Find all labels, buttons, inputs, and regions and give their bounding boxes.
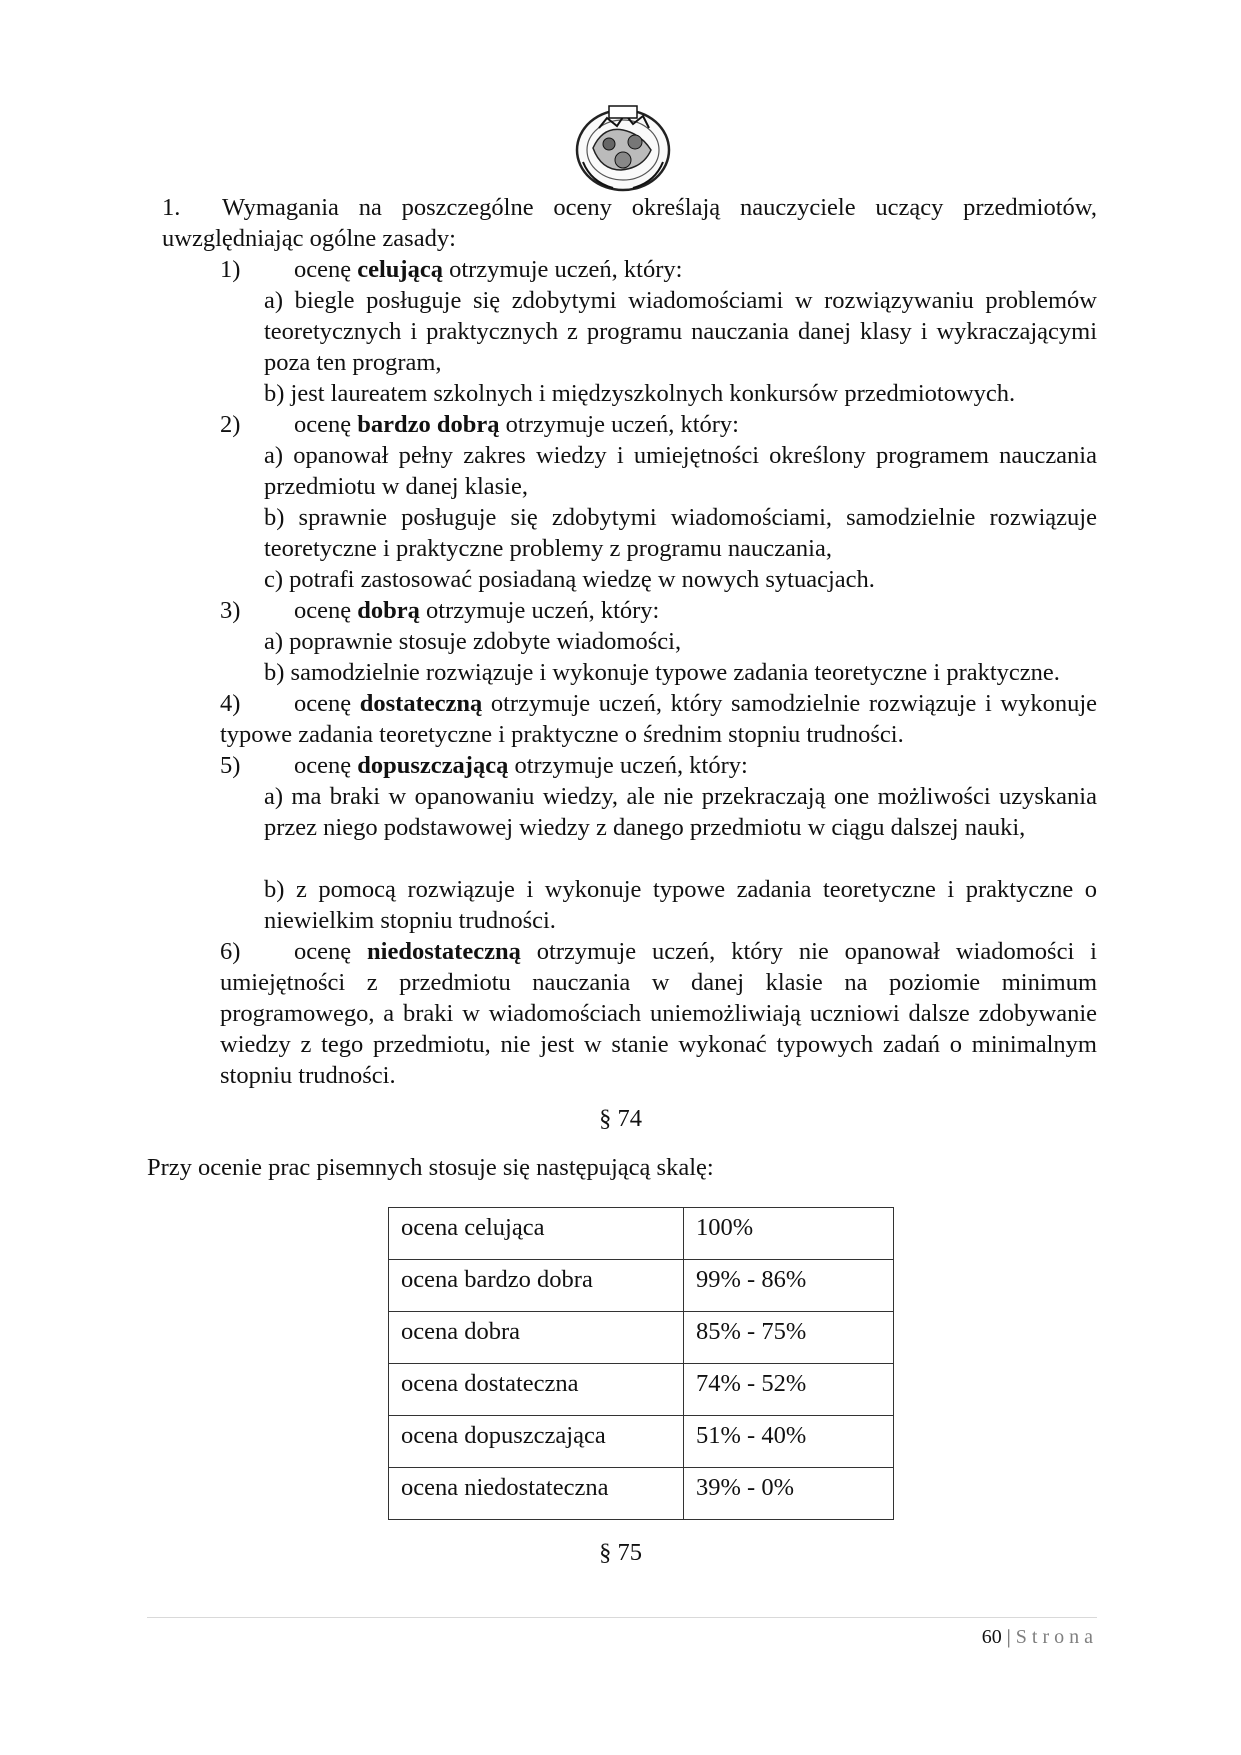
grading-scale-body xyxy=(389,1208,894,1520)
grade-3-post: otrzymuje uczeń, który: xyxy=(419,597,660,624)
grade-2-item-c: c) potrafi zastosować posiadaną wiedzę w nowych sytuacjach. xyxy=(264,566,875,593)
percent-range-cell: 100% xyxy=(684,1208,894,1260)
grade-4-pre: ocenę xyxy=(294,690,360,717)
intro-text-content: Wymagania na poszczególne oceny określają nauczyciele uczący przedmiotów, uwzględniając ogólne zasady: xyxy=(162,194,1097,252)
grade-5-post: otrzymuje uczeń, który: xyxy=(508,752,748,779)
grade-2-bold: bardzo dobrą xyxy=(357,411,500,438)
grade-6-text xyxy=(220,936,1097,1091)
grade-3-item-b: b) samodzielnie rozwiązuje i wykonuje typowe zadania teoretyczne i praktyczne. xyxy=(264,659,1060,686)
grade-2-item-b: b) sprawnie posługuje się zdobytymi wiadomościami, samodzielnie rozwiązuje teoretyczne i praktyczne problemy z programu nauczania, xyxy=(264,504,1097,562)
grade-3-number: 3) xyxy=(220,597,241,624)
grade-2-post: otrzymuje uczeń, który: xyxy=(499,411,739,438)
grade-3-bold: dobrą xyxy=(357,597,420,624)
grade-name-cell: ocena dopuszczająca xyxy=(389,1416,684,1468)
grade-6-post: otrzymuje uczeń, który nie opanował wiadomości i umiejętności z przedmiotu nauczania w danej klasie na poziomie minimum programowego, a braki w wiadomościach uniemożliwiają uczniowi dalsze zdobywanie wiedzy z tego przedmiotu, nie jest w stanie wykonać typowych zadań o minimalnym stopniu trudności. xyxy=(220,938,1097,1089)
grade-3-heading xyxy=(294,595,659,626)
grade-name-cell: ocena celująca xyxy=(389,1208,684,1260)
grade-4-text xyxy=(220,688,1097,750)
grade-name-cell: ocena bardzo dobra xyxy=(389,1260,684,1312)
table-row xyxy=(389,1260,894,1312)
grade-5-number: 5) xyxy=(220,752,241,779)
grade-name-cell: ocena dobra xyxy=(389,1312,684,1364)
section-75-heading: § 75 xyxy=(599,1539,642,1566)
grading-scale-table xyxy=(388,1207,894,1520)
grade-4-post: otrzymuje uczeń, który samodzielnie rozwiązuje i wykonuje typowe zadania teoretyczne i praktyczne o średnim stopniu trudności. xyxy=(220,690,1097,748)
table-row xyxy=(389,1468,894,1520)
section-74-heading: § 74 xyxy=(599,1105,642,1132)
footer-separator: | xyxy=(1006,1626,1011,1648)
grade-name-cell: ocena dostateczna xyxy=(389,1364,684,1416)
table-row xyxy=(389,1208,894,1260)
grade-3-item-a: a) poprawnie stosuje zdobyte wiadomości, xyxy=(264,628,682,655)
grade-2-number: 2) xyxy=(220,411,241,438)
grade-5-item-a: a) ma braki w opanowaniu wiedzy, ale nie przekraczają one możliwości uzyskania przez niego podstawowej wiedzy z danego przedmiotu w ciągu dalszej nauki, xyxy=(264,783,1097,841)
grade-4-bold: dostateczną xyxy=(359,690,483,717)
grade-5-item-b: b) z pomocą rozwiązuje i wykonuje typowe zadania teoretyczne i praktyczne o niewielkim stopniu trudności. xyxy=(264,876,1097,934)
table-row xyxy=(389,1312,894,1364)
grade-name-cell: ocena niedostateczna xyxy=(389,1468,684,1520)
grade-6-bold: niedostateczną xyxy=(367,938,521,965)
scale-intro: Przy ocenie prac pisemnych stosuje się następującą skalę: xyxy=(147,1154,714,1181)
grade-1-post: otrzymuje uczeń, który: xyxy=(442,256,683,283)
grade-2-pre: ocenę xyxy=(294,411,358,438)
grade-2-heading xyxy=(294,409,739,440)
table-row xyxy=(389,1416,894,1468)
grade-2-item-a: a) opanował pełny zakres wiedzy i umiejętności określony programem nauczania przedmiotu w danej klasie, xyxy=(264,442,1097,500)
school-emblem-icon xyxy=(569,100,677,196)
footer-divider xyxy=(147,1617,1097,1618)
page-footer xyxy=(982,1622,1098,1653)
grade-1-bold: celującą xyxy=(357,256,443,283)
intro-number: 1. xyxy=(162,194,181,221)
grade-5-pre: ocenę xyxy=(294,752,358,779)
grade-6-number: 6) xyxy=(220,938,241,965)
percent-range-cell: 39% - 0% xyxy=(684,1468,894,1520)
grade-1-number: 1) xyxy=(220,256,241,283)
percent-range-cell: 85% - 75% xyxy=(684,1312,894,1364)
intro-text xyxy=(162,192,1097,254)
grade-3-pre: ocenę xyxy=(294,597,358,624)
table-row xyxy=(389,1364,894,1416)
grade-1-pre: ocenę xyxy=(294,256,358,283)
grade-1-heading xyxy=(294,254,682,285)
footer-label: Strona xyxy=(1015,1626,1098,1648)
page-number: 60 xyxy=(981,1626,1002,1648)
percent-range-cell: 99% - 86% xyxy=(684,1260,894,1312)
grade-1-item-b: b) jest laureatem szkolnych i międzyszkolnych konkursów przedmiotowych. xyxy=(264,380,1016,407)
percent-range-cell: 51% - 40% xyxy=(684,1416,894,1468)
grade-1-item-a: a) biegle posługuje się zdobytymi wiadomościami w rozwiązywaniu problemów teoretycznych i praktycznych z programu nauczania danej klasy i wykraczającymi poza ten program, xyxy=(264,287,1097,376)
grade-5-bold: dopuszczającą xyxy=(357,752,509,779)
percent-range-cell: 74% - 52% xyxy=(684,1364,894,1416)
grade-6-pre: ocenę xyxy=(294,938,368,965)
grade-5-heading xyxy=(294,750,748,781)
grade-4-number: 4) xyxy=(220,690,241,717)
